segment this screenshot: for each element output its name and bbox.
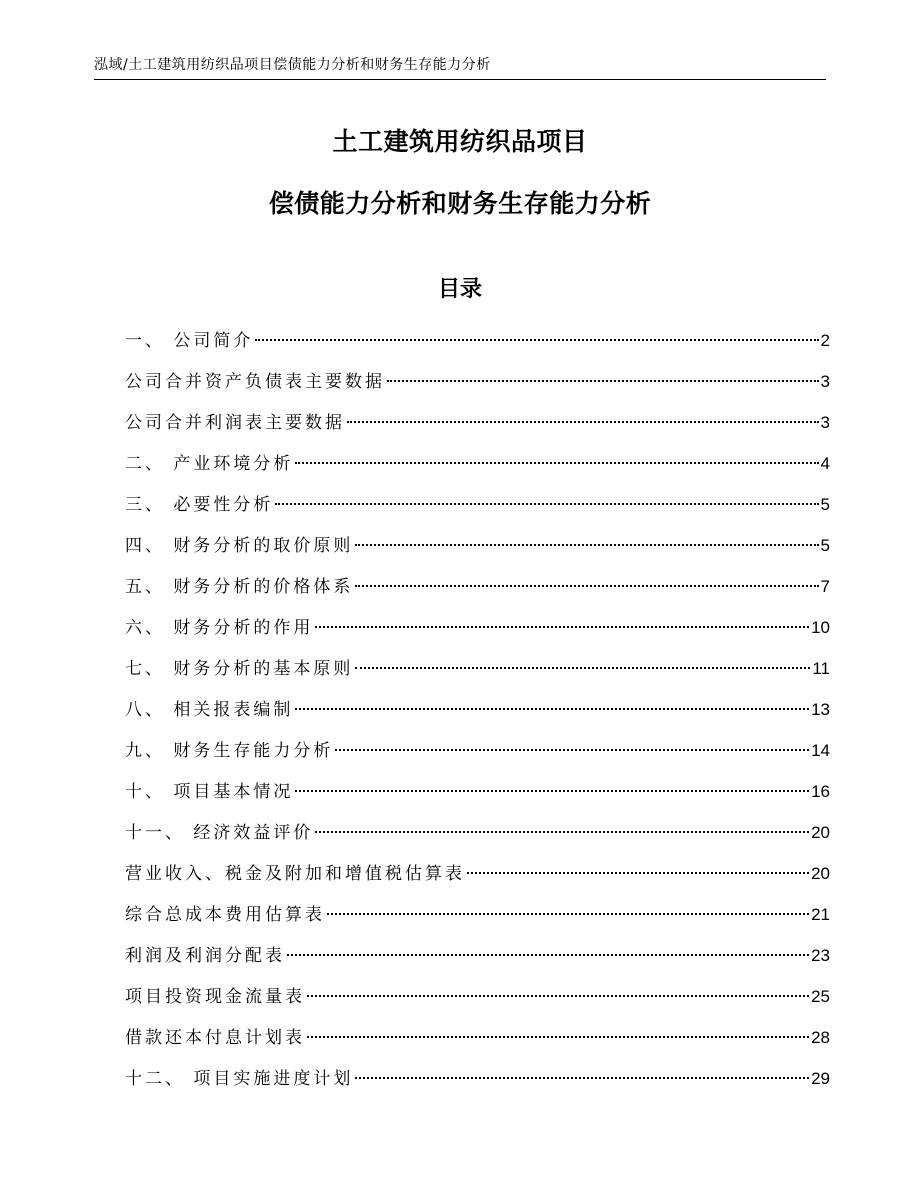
toc-entry-page: 7 xyxy=(820,577,830,596)
toc-entry-page: 5 xyxy=(820,536,830,555)
toc-dot-leader xyxy=(295,790,809,792)
toc-entry-label: 一、 公司简介 xyxy=(125,331,254,351)
toc-entry[interactable] xyxy=(125,853,830,894)
toc-dot-leader xyxy=(355,585,818,587)
toc-entry[interactable] xyxy=(125,402,830,443)
toc-entry[interactable] xyxy=(125,894,830,935)
toc-entry-page: 4 xyxy=(820,454,830,473)
toc-dot-leader xyxy=(315,831,809,833)
toc-entry[interactable] xyxy=(125,443,830,484)
toc-dot-leader xyxy=(287,954,809,956)
toc-entry-label: 借款还本付息计划表 xyxy=(125,1028,305,1048)
toc-dot-leader xyxy=(315,626,809,628)
toc-entry[interactable] xyxy=(125,935,830,976)
toc-entry-label: 十、 项目基本情况 xyxy=(125,782,294,802)
toc-entry-label: 三、 必要性分析 xyxy=(125,495,274,515)
toc-entry-label: 综合总成本费用估算表 xyxy=(125,905,325,925)
toc-entry[interactable] xyxy=(125,361,830,402)
toc-entry-label: 利润及利润分配表 xyxy=(125,946,285,966)
toc-dot-leader xyxy=(355,1077,809,1079)
toc-entry[interactable] xyxy=(125,976,830,1017)
toc-entry-page: 5 xyxy=(820,495,830,514)
document-title-line-2: 偿债能力分析和财务生存能力分析 xyxy=(268,189,652,218)
toc-dot-leader xyxy=(327,913,809,915)
running-header: 泓域/土工建筑用纺织品项目偿债能力分析和财务生存能力分析 xyxy=(94,57,491,73)
toc-entry-page: 21 xyxy=(811,905,830,924)
toc-entry-label: 十一、 经济效益评价 xyxy=(125,823,314,843)
toc-entry-label: 五、 财务分析的价格体系 xyxy=(125,577,354,597)
toc-entry-label: 公司合并资产负债表主要数据 xyxy=(125,372,385,392)
toc-entry[interactable] xyxy=(125,771,830,812)
toc-entry-page: 14 xyxy=(811,741,830,760)
toc-entry[interactable] xyxy=(125,689,830,730)
toc-entry-label: 二、 产业环境分析 xyxy=(125,454,294,474)
toc-entry-label: 营业收入、税金及附加和增值税估算表 xyxy=(125,864,465,884)
toc-entry[interactable] xyxy=(125,1017,830,1058)
toc-dot-leader xyxy=(307,1036,809,1038)
toc-heading: 目录 xyxy=(437,277,482,302)
toc-dot-leader xyxy=(355,667,810,669)
toc-entry-page: 25 xyxy=(811,987,830,1006)
toc-entry-label: 八、 相关报表编制 xyxy=(125,700,294,720)
toc-entry[interactable] xyxy=(125,1058,830,1099)
toc-entry-page: 20 xyxy=(811,864,830,883)
toc-dot-leader xyxy=(347,421,819,423)
toc-entry-label: 四、 财务分析的取价原则 xyxy=(125,536,354,556)
toc-dot-leader xyxy=(307,995,809,997)
toc-entry[interactable] xyxy=(125,812,830,853)
toc-entry-label: 七、 财务分析的基本原则 xyxy=(125,659,354,679)
toc-entry-page: 23 xyxy=(811,946,830,965)
toc-entry[interactable] xyxy=(125,730,830,771)
toc-entry-page: 3 xyxy=(820,372,830,391)
toc-dot-leader xyxy=(387,380,819,382)
table-of-contents xyxy=(125,320,830,1099)
toc-dot-leader xyxy=(295,708,809,710)
toc-entry[interactable] xyxy=(125,607,830,648)
toc-entry[interactable] xyxy=(125,484,830,525)
toc-entry-page: 2 xyxy=(820,331,830,350)
toc-entry-page: 29 xyxy=(811,1069,830,1088)
toc-dot-leader xyxy=(295,462,818,464)
toc-dot-leader xyxy=(335,749,809,751)
toc-entry-page: 10 xyxy=(811,618,830,637)
toc-entry-label: 九、 财务生存能力分析 xyxy=(125,741,334,761)
toc-entry-page: 11 xyxy=(812,659,830,678)
document-title-line-1: 土工建筑用纺织品项目 xyxy=(332,127,588,156)
toc-entry-page: 16 xyxy=(811,782,830,801)
toc-entry-page: 20 xyxy=(811,823,830,842)
toc-entry[interactable] xyxy=(125,525,830,566)
toc-dot-leader xyxy=(275,503,818,505)
toc-entry[interactable] xyxy=(125,648,830,689)
toc-entry-page: 28 xyxy=(811,1028,830,1047)
header-divider xyxy=(94,79,826,80)
toc-entry-label: 六、 财务分析的作用 xyxy=(125,618,314,638)
toc-entry-label: 项目投资现金流量表 xyxy=(125,987,305,1007)
toc-entry-label: 公司合并利润表主要数据 xyxy=(125,413,345,433)
toc-entry-page: 13 xyxy=(811,700,830,719)
toc-dot-leader xyxy=(355,544,818,546)
toc-entry-page: 3 xyxy=(820,413,830,432)
toc-dot-leader xyxy=(467,872,809,874)
toc-entry[interactable] xyxy=(125,566,830,607)
toc-entry-label: 十二、 项目实施进度计划 xyxy=(125,1069,354,1089)
toc-entry[interactable] xyxy=(125,320,830,361)
toc-dot-leader xyxy=(255,339,818,341)
